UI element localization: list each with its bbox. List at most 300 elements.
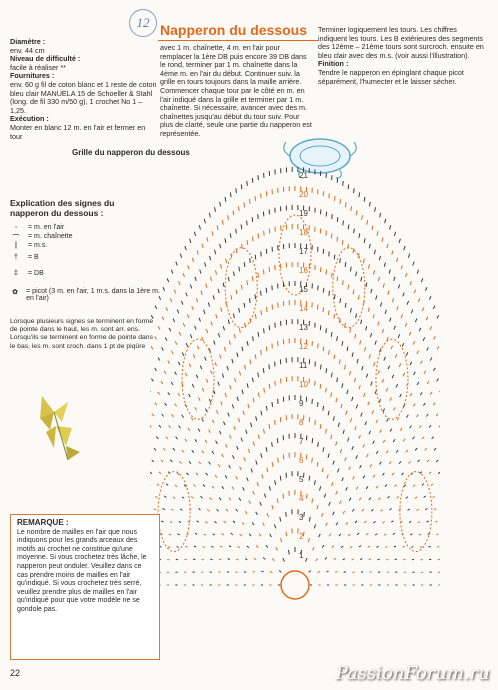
stitch-mark [185, 373, 187, 376]
legend-label: = m. chaînette [28, 233, 73, 240]
stitch-mark [218, 333, 219, 337]
stitch-mark [331, 373, 332, 378]
stitch-mark [352, 509, 354, 512]
stitch-mark [236, 559, 238, 560]
stitch-mark [263, 368, 264, 373]
stitch-mark [402, 473, 404, 475]
stitch-mark [189, 364, 191, 367]
stitch-mark [334, 314, 335, 319]
stitch-mark [437, 346, 439, 349]
round-label: 14 [299, 304, 308, 313]
stitch-mark [413, 404, 415, 407]
stitch-mark [423, 337, 425, 340]
stitch-mark [213, 534, 215, 535]
stitch-mark [350, 418, 351, 422]
stitch-mark [233, 455, 235, 458]
stitch-mark [383, 409, 385, 412]
stitch-mark [240, 534, 242, 536]
legend-label: = picot (3 m. en l'air, 1 m.s. dans la 1ère m. en l'air) [26, 288, 160, 302]
info-column-2 [160, 44, 312, 139]
stitch-mark [349, 466, 351, 469]
stitch-mark [269, 364, 270, 369]
stitch-mark [175, 485, 177, 487]
stitch-mark [156, 437, 158, 439]
stitch-mark [155, 306, 157, 309]
stitch-mark [413, 262, 414, 266]
round-label: 16 [299, 266, 308, 275]
stitch-mark [348, 534, 350, 536]
stitch-mark [199, 462, 201, 465]
stitch-mark [357, 359, 358, 363]
stitch-mark [203, 547, 205, 548]
stitch-mark [206, 379, 208, 383]
stitch-mark [169, 328, 171, 331]
stitch-mark [366, 374, 367, 378]
round-label: 19 [299, 209, 308, 218]
stitch-mark [425, 508, 427, 509]
stitch-mark [198, 508, 200, 510]
stitch-mark [306, 494, 307, 499]
stitch-mark [322, 513, 323, 517]
stitch-mark [212, 451, 214, 454]
stitch-mark [391, 521, 393, 522]
stitch-mark [204, 534, 206, 535]
stitch-mark [425, 448, 427, 450]
stitch-mark [359, 498, 361, 501]
stitch-mark [219, 559, 221, 560]
stitch-mark [312, 458, 313, 463]
stitch-mark [367, 454, 369, 457]
stitch-mark [166, 307, 168, 310]
stitch-mark [242, 522, 244, 524]
stitch-mark [408, 254, 409, 258]
stitch-mark [171, 509, 173, 510]
stitch-mark [241, 184, 242, 189]
stitch-mark [392, 251, 393, 255]
petal-arc [376, 339, 408, 419]
stitch-mark [190, 334, 192, 338]
stitch-mark [256, 416, 257, 420]
stitch-mark [422, 437, 424, 439]
stitch-mark [253, 441, 254, 445]
stitch-mark [249, 199, 250, 204]
stitch-mark [217, 509, 219, 511]
execution-heading: Exécution : [10, 114, 49, 124]
stitch-mark [341, 546, 343, 548]
stitch-mark [431, 484, 433, 486]
stitch-mark [222, 374, 223, 378]
legend-label: = B [28, 254, 39, 261]
stitch-mark [240, 466, 242, 469]
stitch-mark [239, 328, 240, 333]
stitch-mark [399, 461, 401, 463]
stitch-mark [253, 398, 254, 402]
stitch-mark [409, 332, 411, 336]
stitch-mark [427, 347, 429, 350]
stitch-mark [360, 465, 362, 468]
stitch-mark [231, 295, 232, 299]
stitch-mark [337, 217, 338, 222]
stitch-mark [266, 447, 267, 452]
stitch-mark [417, 382, 419, 385]
stitch-mark [384, 534, 386, 535]
stitch-mark [354, 188, 355, 193]
stitch-mark [165, 337, 167, 340]
stitch-mark [362, 366, 363, 370]
stitch-mark [314, 524, 315, 528]
stitch-mark [194, 232, 195, 236]
page-title: Napperon du dessous [160, 22, 308, 38]
stitch-mark [286, 532, 287, 537]
stitch-mark [155, 336, 157, 339]
stitch-mark [369, 354, 370, 358]
stitch-mark [334, 294, 335, 299]
stitch-mark [395, 354, 397, 358]
stitch-mark [267, 468, 268, 472]
stitch-mark [264, 429, 265, 434]
stitch-mark [228, 559, 230, 560]
stitch-mark [176, 262, 177, 266]
stitch-mark [252, 522, 254, 525]
info-column-1 [10, 38, 158, 141]
stitch-mark [353, 249, 354, 254]
stitch-mark [424, 371, 426, 374]
stitch-mark [430, 392, 432, 395]
stitch-mark [397, 496, 399, 498]
stitch-mark [166, 437, 168, 439]
stitch-mark [206, 329, 207, 333]
stitch-mark [432, 437, 434, 439]
round-label: 15 [299, 285, 308, 294]
stitch-mark [185, 246, 186, 250]
stitch-mark [150, 425, 151, 427]
stitch-mark [392, 375, 394, 378]
stitch-mark [283, 558, 285, 562]
stitch-mark [367, 220, 368, 225]
stitch-mark [247, 546, 249, 548]
stitch-mark [383, 284, 384, 288]
stitch-mark [171, 382, 173, 385]
stitch-mark [250, 359, 251, 364]
stitch-mark [434, 509, 436, 510]
stitch-mark [378, 498, 380, 500]
stitch-mark [195, 533, 197, 534]
stitch-mark [348, 438, 349, 442]
stitch-mark [249, 501, 251, 504]
stitch-mark [340, 199, 341, 204]
stitch-mark [355, 426, 356, 430]
stitch-mark [288, 550, 289, 555]
stitch-mark [185, 439, 187, 442]
stitch-mark [419, 534, 421, 535]
stitch-mark [226, 509, 228, 511]
stitch-mark [369, 559, 371, 560]
stitch-mark [220, 546, 222, 547]
stitch-mark [228, 215, 229, 220]
stitch-mark [322, 468, 323, 472]
stitch-mark [375, 534, 377, 535]
stitch-mark [413, 485, 415, 487]
stitch-mark [349, 498, 351, 501]
stitch-mark [164, 371, 166, 374]
stitch-mark [433, 403, 435, 406]
stitch-mark [205, 440, 207, 443]
stitch-mark [255, 255, 256, 260]
stitch-mark [188, 428, 190, 431]
chain-icon: ◦ [14, 224, 18, 231]
stitch-mark [223, 326, 224, 330]
stitch-mark [406, 352, 408, 355]
stitch-mark [355, 334, 356, 338]
stitch-mark [232, 404, 233, 408]
stitch-mark [395, 559, 397, 560]
stitch-mark [182, 497, 184, 499]
stitch-mark [390, 508, 392, 510]
stitch-mark [362, 509, 364, 511]
stitch-mark [173, 448, 175, 450]
stitch-mark [359, 435, 361, 439]
stitch-mark [151, 315, 153, 318]
stitch-mark [388, 291, 389, 295]
stitch-mark [276, 547, 278, 550]
stitch-mark [206, 284, 207, 288]
stitch-mark [209, 399, 211, 402]
stitch-mark [272, 442, 273, 447]
stitch-mark [200, 496, 202, 498]
stitch-mark [433, 306, 435, 309]
stitch-mark [186, 473, 188, 475]
stitch-mark [418, 298, 420, 302]
stitch-mark [401, 265, 402, 269]
stitch-mark [261, 453, 262, 457]
stitch-mark [234, 378, 235, 382]
stitch-mark [237, 397, 238, 401]
stitch-mark [192, 450, 194, 453]
stitch-mark [387, 496, 389, 498]
round-label: 12 [299, 342, 308, 351]
stitch-mark [183, 323, 185, 327]
stitch-mark [394, 407, 396, 410]
stitch-mark [391, 346, 393, 350]
stitch-mark [340, 258, 341, 263]
legend-item-chain [10, 224, 160, 231]
stitch-mark [200, 366, 202, 370]
stitch-mark [252, 276, 253, 281]
stitch-mark [215, 475, 217, 478]
stitch-mark [191, 496, 193, 498]
stitch-mark [195, 326, 196, 330]
stitch-mark [374, 362, 375, 366]
stitch-mark [170, 522, 172, 523]
stitch-mark [360, 340, 361, 344]
stitch-mark [317, 402, 318, 407]
stitch-mark [345, 457, 346, 461]
stitch-mark [365, 421, 367, 425]
stitch-mark [318, 571, 320, 572]
stitch-mark [399, 239, 400, 243]
legend-item-sc [10, 242, 160, 249]
stitch-mark [414, 372, 416, 375]
stitch-mark [400, 428, 402, 431]
stitch-mark [398, 285, 399, 289]
stitch-mark [168, 547, 170, 548]
stitch-mark [155, 368, 157, 371]
stitch-mark [252, 237, 253, 242]
stitch-mark [225, 475, 227, 478]
page-number: 22 [10, 668, 21, 678]
stitch-mark [154, 448, 156, 450]
stitch-mark [396, 384, 398, 387]
stitch-mark [397, 306, 398, 310]
center-ring [281, 571, 309, 599]
stitch-mark [341, 404, 342, 408]
stitch-mark [261, 350, 262, 355]
stitch-mark [312, 438, 313, 443]
stitch-mark [417, 351, 419, 354]
stitch-mark [403, 546, 405, 547]
stitch-mark [238, 206, 239, 211]
stitch-mark [230, 192, 231, 197]
stitch-mark [379, 256, 380, 260]
stitch-mark [196, 375, 198, 378]
stitch-mark [326, 388, 327, 393]
stitch-mark [323, 447, 324, 452]
stitch-mark [410, 534, 412, 535]
stitch-mark [352, 446, 354, 450]
instructions-text: avec 1 m. chaînette, 4 m. en l'air pour remplacer la 1ère DB puis encore 39 DB dans le rond, terminer par 1 m. chaînette dans la 4ème m. en l'air du début. Continuer suiv. la grille en tours toujours dans la maille arrière. Commencer chaque tour par le côté en m. en l'air indiqué dans la grille et terminer par 1 m. chaînette. Si nécessaire, avancer avec des m. chaînettes jusqu'au début du tour suiv. Pour plus de clarté, seule une partie du napperon est représentée. [160, 43, 312, 138]
round-label: 10 [299, 380, 308, 389]
stitch-mark [163, 448, 165, 450]
stitch-mark [326, 571, 328, 572]
stitch-mark [393, 533, 395, 534]
stitch-mark [176, 437, 178, 439]
stitch-mark [152, 460, 154, 462]
stitch-mark [217, 226, 218, 231]
stitch-mark [179, 281, 180, 285]
stitch-mark [222, 220, 223, 225]
stitch-mark [178, 534, 180, 535]
stitch-mark [275, 420, 276, 425]
stitch-mark [151, 379, 153, 382]
stitch-mark [229, 465, 231, 468]
stitch-mark [182, 415, 184, 418]
stitch-mark [218, 382, 219, 386]
stitch-mark [353, 290, 354, 295]
stitch-mark [190, 285, 191, 289]
stitch-mark [193, 485, 195, 487]
stitch-mark [343, 181, 344, 186]
stitch-mark [197, 346, 199, 350]
stitch-mark [427, 521, 429, 522]
stitch-mark [214, 521, 216, 523]
stitch-mark [394, 277, 395, 281]
stitch-mark [234, 334, 235, 338]
stitch-mark [277, 438, 278, 443]
stitch-mark [230, 435, 232, 439]
stitch-mark [385, 219, 386, 223]
stitch-mark [220, 244, 221, 248]
stitch-mark [205, 409, 207, 412]
stitch-mark [332, 482, 333, 486]
treble-icon: † [14, 254, 18, 261]
stitch-mark [224, 521, 226, 523]
supplies-text: env. 60 g fil de coton blanc et 1 reste de coton bleu clair MANUELA 15 de Schoeller & Stahl (long. de fil 330 m/50 g), 1 crochet No 1 – 1,25. [10, 79, 157, 115]
stitch-mark [261, 291, 262, 296]
stitch-mark [266, 307, 267, 312]
stitch-mark [385, 484, 387, 486]
stitch-mark [166, 484, 168, 486]
stitch-mark [403, 293, 404, 297]
stitch-mark [318, 442, 319, 447]
stitch-mark [340, 449, 341, 453]
stitch-mark [393, 439, 395, 442]
stitch-mark [245, 559, 247, 560]
stitch-mark [233, 272, 234, 277]
stitch-mark [249, 534, 251, 536]
stitch-mark [258, 393, 259, 398]
stitch-mark [350, 267, 351, 272]
stitch-mark [182, 352, 184, 355]
stitch-mark [376, 420, 378, 423]
stitch-mark [208, 302, 209, 306]
stitch-mark [390, 318, 391, 322]
stitch-mark [196, 473, 198, 475]
stitch-mark [211, 321, 212, 325]
petal-arc [225, 248, 257, 328]
stitch-mark [214, 341, 215, 345]
stitch-mark [342, 240, 343, 245]
stitch-mark [251, 469, 252, 473]
diameter-value: env. 44 cm [10, 45, 45, 55]
stitch-mark [380, 302, 381, 306]
stitch-mark [244, 572, 246, 573]
stitch-mark [239, 308, 240, 313]
stitch-mark [270, 534, 272, 537]
watermark: PassionForum.ru [335, 663, 490, 684]
stitch-mark [434, 336, 436, 339]
stitch-mark [161, 381, 163, 384]
stitch-mark [210, 559, 212, 560]
stitch-mark [261, 411, 262, 416]
stitch-mark [186, 534, 188, 535]
stitch-mark [331, 233, 332, 238]
info-column-3 [318, 26, 488, 86]
stitch-mark [364, 521, 366, 523]
stitch-mark [248, 404, 249, 408]
stitch-mark [210, 498, 212, 500]
stitch-mark [309, 476, 310, 481]
stitch-mark [352, 397, 353, 401]
stitch-mark [329, 534, 331, 537]
stitch-mark [232, 359, 233, 363]
stitch-mark [359, 192, 360, 197]
stitch-mark [171, 351, 173, 354]
stitch-mark [278, 458, 279, 463]
stitch-mark [237, 353, 238, 357]
stitch-mark [411, 547, 413, 548]
stitch-mark [348, 285, 349, 290]
stitch-mark [198, 429, 200, 432]
stitch-mark [230, 385, 231, 389]
stitch-mark [221, 307, 222, 311]
stitch-mark [380, 213, 381, 217]
petal-arc [400, 472, 432, 552]
stitch-mark [343, 430, 344, 434]
stitch-mark [410, 281, 411, 285]
stitch-mark [336, 398, 337, 402]
stitch-mark [316, 559, 318, 561]
stitch-mark [436, 460, 438, 462]
